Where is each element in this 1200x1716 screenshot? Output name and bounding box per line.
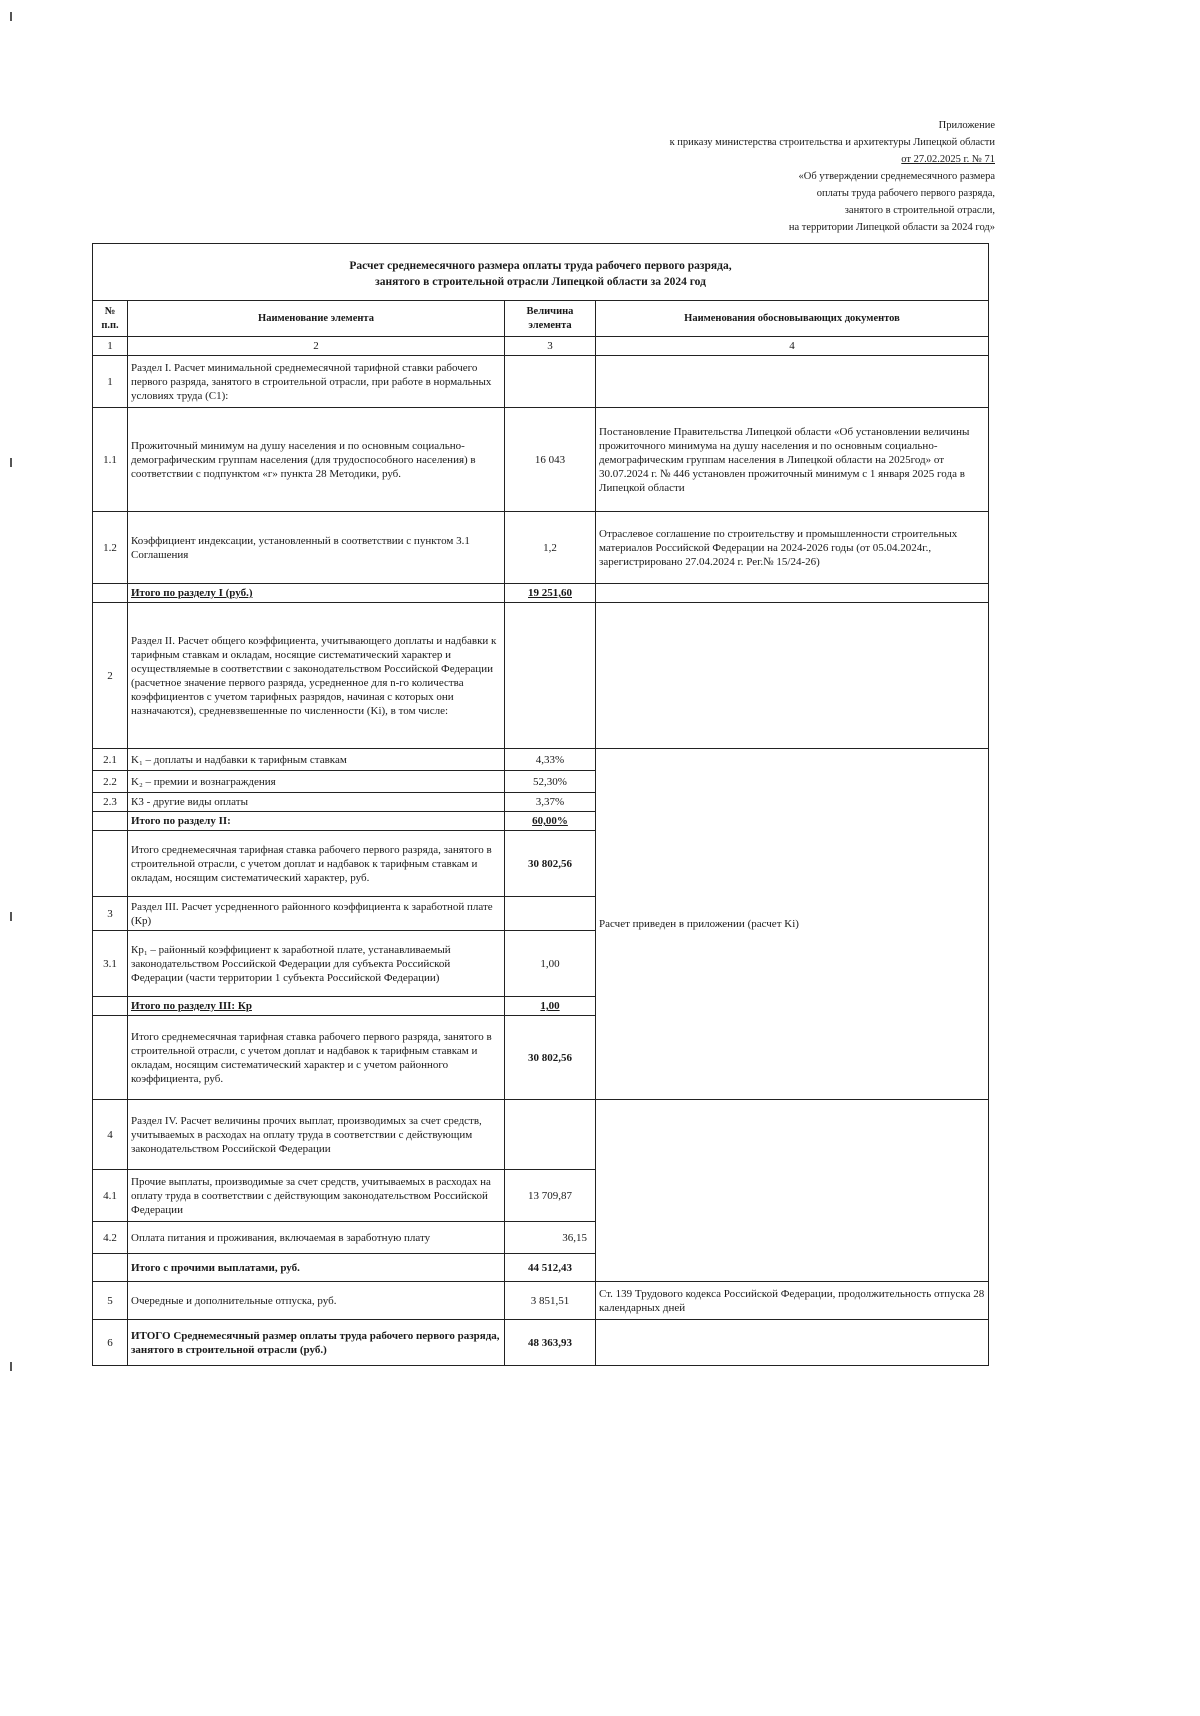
row-name: Итого среднемесячная тарифная ставка рабочего первого разряда, занятого в строительной отрасли, с учетом доплат и надбавок к тарифным ставкам и окладам, носящим систематический характер, руб. <box>128 831 505 897</box>
row-name: Очередные и дополнительные отпуска, руб. <box>128 1282 505 1320</box>
row-name: Итого по разделу I (руб.) <box>128 584 505 603</box>
row-name: Итого с прочими выплатами, руб. <box>128 1254 505 1282</box>
row-docs <box>596 603 989 749</box>
row-value <box>505 897 596 931</box>
table-row <box>93 749 989 771</box>
row-value: 3 851,51 <box>505 1282 596 1320</box>
row-name: Коэффициент индексации, установленный в соответствии с пунктом 3.1 Соглашения <box>128 512 505 584</box>
scan-mark <box>10 458 12 467</box>
row-name: Раздел IV. Расчет величины прочих выплат, производимых за счет средств, учитываемых в расходах на оплату труда в соответствии с действующим законодательством Российской Федерации <box>128 1100 505 1170</box>
header-line: на территории Липецкой области за 2024 год» <box>788 222 995 233</box>
row-name: К3 - другие виды оплаты <box>128 793 505 812</box>
row-value: 4,33% <box>505 749 596 771</box>
row-value <box>505 603 596 749</box>
row-name: K₁ – доплаты и надбавки к тарифным ставкам <box>128 749 505 771</box>
row-num <box>93 812 128 831</box>
column-number: 1 <box>93 337 128 356</box>
row-name: Раздел I. Расчет минимальной среднемесячной тарифной ставки рабочего первого разряда, занятого в строительной отрасли, при работе в нормальных условиях труда (С1): <box>128 356 505 408</box>
header-line: «Об утверждении среднемесячного размера <box>798 171 995 182</box>
column-number: 4 <box>596 337 989 356</box>
calculation-table <box>92 243 989 1366</box>
row-num: 3 <box>93 897 128 931</box>
row-num: 5 <box>93 1282 128 1320</box>
header-line: к приказу министерства строительства и архитектуры Липецкой области <box>669 137 995 148</box>
row-docs <box>596 584 989 603</box>
header-line: оплаты труда рабочего первого разряда, <box>816 188 995 199</box>
row-docs <box>596 1100 989 1282</box>
table-row <box>93 512 989 584</box>
table-row <box>93 1320 989 1366</box>
row-num <box>93 997 128 1016</box>
table-row <box>93 1282 989 1320</box>
row-num: 1.2 <box>93 512 128 584</box>
header-num: № п.п. <box>93 301 128 337</box>
table-row <box>93 356 989 408</box>
row-num <box>93 584 128 603</box>
column-number: 3 <box>505 337 596 356</box>
row-value: 48 363,93 <box>505 1320 596 1366</box>
row-num: 2.3 <box>93 793 128 812</box>
row-docs <box>596 356 989 408</box>
order-date-number: от 27.02.2025 г. № 71 <box>901 154 995 165</box>
row-num: 6 <box>93 1320 128 1366</box>
scan-mark <box>10 12 12 21</box>
row-name: Оплата питания и проживания, включаемая в заработную плату <box>128 1222 505 1254</box>
scan-mark <box>10 912 12 921</box>
row-docs: Постановление Правительства Липецкой области «Об установлении величины прожиточного минимума на душу населения и по основным социально-демографическим группам населения в Липецкой области на 2025год» от 30.07.2024 г. № 446 установлен прожиточный минимум с 1 января 2025 года в Липецкой области <box>596 408 989 512</box>
row-num: 4.2 <box>93 1222 128 1254</box>
row-name: Кр₁ – районный коэффициент к заработной плате, устанавливаемый законодательством Российской Федерации для субъекта Российской Федерации (части территории 1 субъекта Российской Федерации) <box>128 931 505 997</box>
header-line: Приложение <box>938 120 995 131</box>
row-value: 44 512,43 <box>505 1254 596 1282</box>
row-value: 30 802,56 <box>505 831 596 897</box>
row-num: 4.1 <box>93 1170 128 1222</box>
row-value: 60,00% <box>505 812 596 831</box>
row-value: 3,37% <box>505 793 596 812</box>
row-num <box>93 1016 128 1100</box>
row-name: Раздел II. Расчет общего коэффициента, учитывающего доплаты и надбавки к тарифным ставкам и окладам, носящие систематический характер и осуществляемые в соответствии с законодательством Российской Федерации (расчетное значение первого разряда, усредненное для n-го количества коэффициентов с учетом тарифных разрядов, начиная с которых они назначаются), средневзвешенные по численности (Ki), в том числе: <box>128 603 505 749</box>
row-docs <box>596 1320 989 1366</box>
row-num: 1 <box>93 356 128 408</box>
table-row <box>93 584 989 603</box>
header-docs: Наименования обосновывающих документов <box>596 301 989 337</box>
row-name: Прочие выплаты, производимые за счет средств, учитываемых в расходах на оплату труда в соответствии с действующим законодательством Российской Федерации <box>128 1170 505 1222</box>
table-row <box>93 408 989 512</box>
table-title-line: занятого в строительной отрасли Липецкой области за 2024 год <box>375 276 706 288</box>
row-docs: Отраслевое соглашение по строительству и промышленности строительных материалов Российской Федерации на 2024-2026 годы (от 05.04.2024г., зарегистрировано 27.04.2024 г. Рег.№ 15/24-26) <box>596 512 989 584</box>
table-title-line: Расчет среднемесячного размера оплаты труда рабочего первого разряда, <box>349 260 732 272</box>
row-value: 13 709,87 <box>505 1170 596 1222</box>
row-num: 1.1 <box>93 408 128 512</box>
row-value: 30 802,56 <box>505 1016 596 1100</box>
table-title <box>93 244 989 301</box>
row-value: 1,00 <box>505 997 596 1016</box>
column-number: 2 <box>128 337 505 356</box>
row-value: 1,00 <box>505 931 596 997</box>
row-value: 19 251,60 <box>505 584 596 603</box>
row-value <box>505 1100 596 1170</box>
table-row <box>93 1100 989 1170</box>
row-value <box>505 356 596 408</box>
header-line: занятого в строительной отрасли, <box>844 205 995 216</box>
header-name: Наименование элемента <box>128 301 505 337</box>
scan-mark <box>10 1362 12 1371</box>
row-num: 2.1 <box>93 749 128 771</box>
row-value: 16 043 <box>505 408 596 512</box>
row-docs: Ст. 139 Трудового кодекса Российской Федерации, продолжительность отпуска 28 календарных дней <box>596 1282 989 1320</box>
row-value: 1,2 <box>505 512 596 584</box>
row-num: 3.1 <box>93 931 128 997</box>
appendix-header <box>670 117 995 236</box>
row-num: 2 <box>93 603 128 749</box>
table-row <box>93 603 989 749</box>
row-num <box>93 1254 128 1282</box>
row-name: K₂ – премии и вознаграждения <box>128 771 505 793</box>
row-name: ИТОГО Среднемесячный размер оплаты труда рабочего первого разряда, занятого в строительной отрасли (руб.) <box>128 1320 505 1366</box>
row-name: Итого по разделу III: Кр <box>128 997 505 1016</box>
row-value: 52,30% <box>505 771 596 793</box>
row-num: 2.2 <box>93 771 128 793</box>
row-num: 4 <box>93 1100 128 1170</box>
row-docs: Расчет приведен в приложении (расчет Ki) <box>596 749 989 1100</box>
row-num <box>93 831 128 897</box>
row-name: Итого среднемесячная тарифная ставка рабочего первого разряда, занятого в строительной отрасли, с учетом доплат и надбавок к тарифным ставкам и окладам, носящим систематический характер и с учетом районного коэффициента, руб. <box>128 1016 505 1100</box>
row-name: Раздел III. Расчет усредненного районного коэффициента к заработной плате (Кр) <box>128 897 505 931</box>
row-name: Прожиточный минимум на душу населения и по основным социально-демографическим группам населения (для трудоспособного населения) в соответствии с подпунктом «г» пункта 28 Методики, руб. <box>128 408 505 512</box>
row-value: 36,15 <box>505 1222 596 1254</box>
row-name: Итого по разделу II: <box>128 812 505 831</box>
header-value: Величина элемента <box>505 301 596 337</box>
